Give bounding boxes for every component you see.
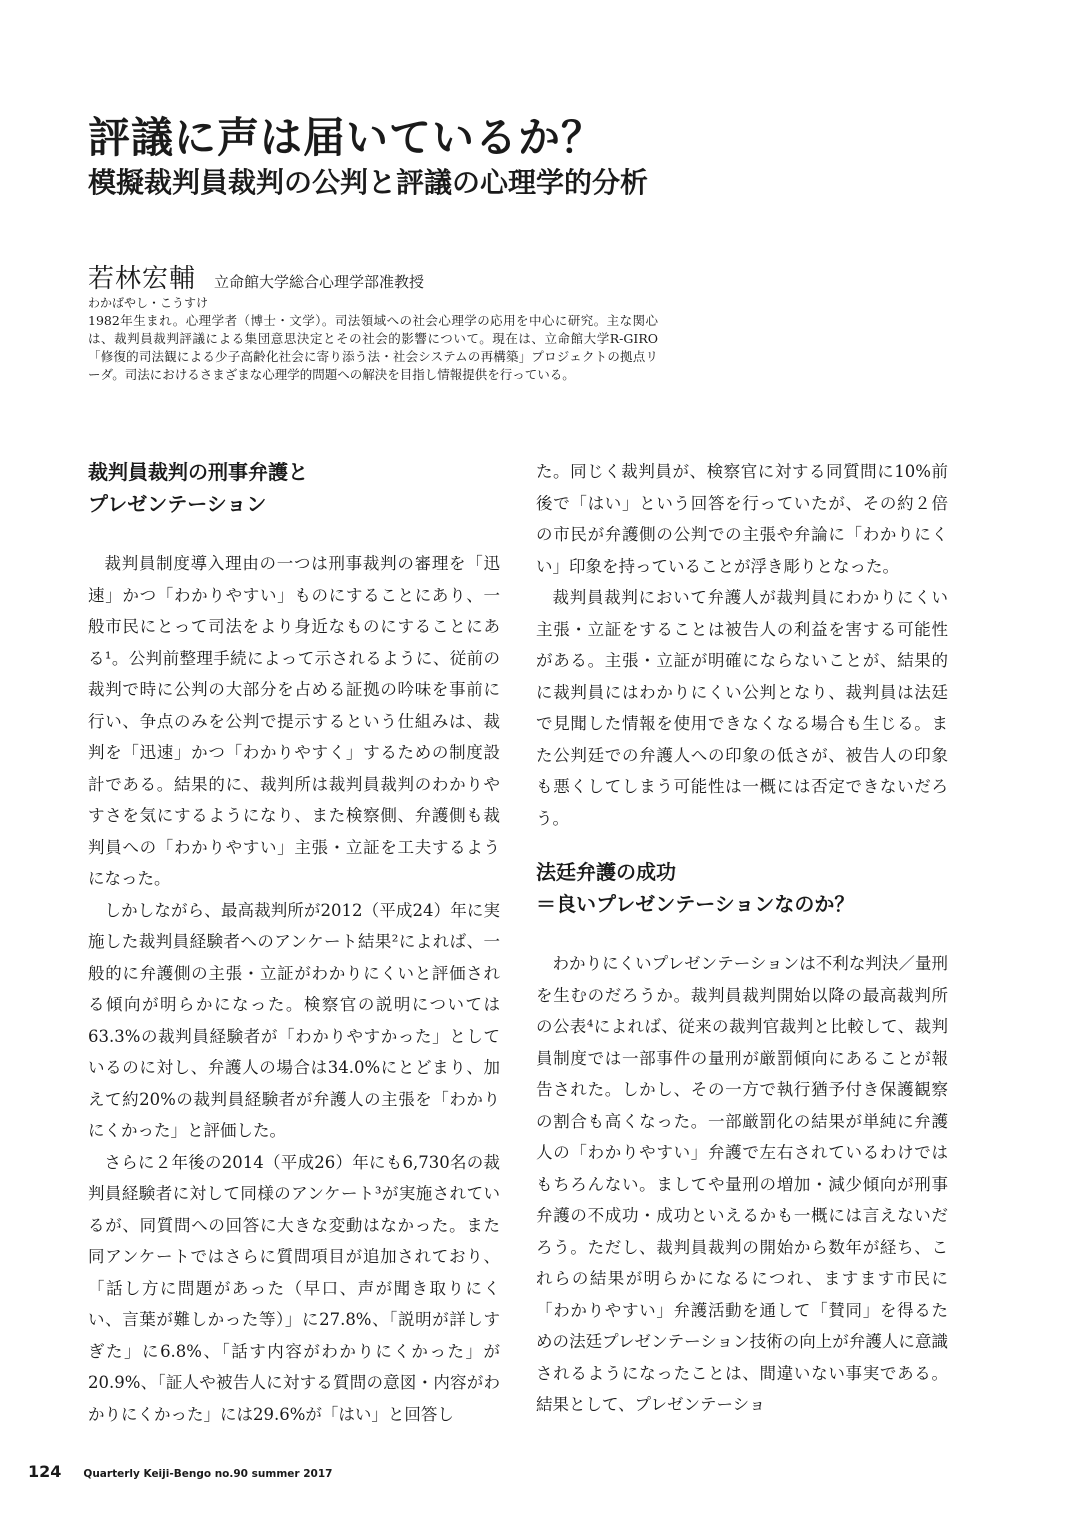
section1-paragraph-2: しかしながら、最高裁判所が2012（平成24）年に実施した裁判員経験者へのアンケート結果²によれば、一般的に弁護側の主張・立証がわかりにくいと評価される傾向が明らかになった。検察官の説明については63.3%の裁判員経験者が「わかりやすかった」としているのに対し、弁護人の場合は34.0%にとどまり、加えて約20%の裁判員経験者が弁護人の主張を「わかりにくかった」と評価した。: [88, 900, 500, 1140]
author-row: [88, 258, 788, 295]
section-heading-2: [536, 856, 948, 920]
section1-paragraph-3-continued: た。同じく裁判員が、検察官に対する同質問に10%前後で「はい」という回答を行っていたが、その約２倍の市民が弁護側の公判での主張や弁論に「わかりにくい」印象を持っていることが浮き彫りとなった。: [536, 462, 948, 576]
journal-name: Quarterly Keiji-Bengo no.90 summer 2017: [83, 1468, 333, 1480]
author-affiliation: 立命館大学総合心理学部准教授: [214, 273, 425, 291]
section1-paragraph-3: さらに２年後の2014（平成26）年にも6,730名の裁判員経験者に対して同様のアンケート³が実施されているが、同質問への回答に大きな変動はなかった。また同アンケートではさらに質問項目が追加されており、「話し方に問題があった（早口、声が聞き取りにくい、言葉が難しかった等）」に27.8%、「説明が詳しすぎた」に6.8%、「話す内容がわかりにくかった」が20.9%、「証人や被告人に対する質問の意図・内容がわかりにくかった」には29.6%が「はい」と回答し: [88, 1152, 500, 1424]
title-block: [88, 112, 988, 202]
author-kana: わかばやし・こうすけ: [88, 296, 209, 310]
section1-paragraph-4: 裁判員裁判において弁護人が裁判員にわかりにくい主張・立証をすることは被告人の利益を害する可能性がある。主張・立証が明確にならないことが、結果的に裁判員にはわかりにくい公判となり、裁判員は法廷で見聞した情報を使用できなくなる場合も生じる。また公判廷での弁護人への印象の低さが、被告人の印象も悪くしてしまう可能性は一概には否定できないだろう。: [536, 588, 948, 828]
section1-paragraph-1: 裁判員制度導入理由の一つは刑事裁判の審理を「迅速」かつ「わかりやすい」ものにすることにあり、一般市民にとって司法をより身近なものにすることにある¹。公判前整理手続によって示されるように、従前の裁判で時に公判の大部分を占める証拠の吟味を事前に行い、争点のみを公判で提示するという仕組みは、裁判を「迅速」かつ「わかりやすく」するための制度設計である。結果的に、裁判所は裁判員裁判のわかりやすさを気にするようになり、また検察側、弁護側も裁判員への「わかりやすい」主張・立証を工夫するようになった。: [88, 554, 500, 888]
column-left: [88, 456, 500, 1430]
section2-paragraph-1: わかりにくいプレゼンテーションは不利な判決／量刑を生むのだろうか。裁判員裁判開始以降の最高裁判所の公表⁴によれば、従来の裁判官裁判と比較して、裁判員制度では一部事件の量刑が厳罰傾向にあることが報告された。しかし、その一方で執行猶予付き保護観察の割合も高くなった。一部厳罰化の結果が単純に弁護人の「わかりやすい」弁護で左右されているわけではもちろんない。ましてや量刑の増加・減少傾向が刑事弁護の不成功・成功といえるかも一概には言えないだろう。ただし、裁判員裁判の開始から数年が経ち、これらの結果が明らかになるにつれ、ますます市民に「わかりやすい」弁護活動を通して「賛同」を得るための法廷プレゼンテーション技術の向上が弁護人に意識されるようになったことは、間違いない事実である。結果として、プレゼンテーショ: [536, 954, 948, 1414]
section-heading-1-line2: プレゼンテーション: [88, 492, 267, 516]
column-right: [536, 456, 948, 1421]
author-name: 若林宏輔: [88, 264, 197, 294]
page-number: 124: [28, 1462, 62, 1481]
article-title: 評議に声は届いているか？: [88, 113, 605, 162]
section-heading-2-line2: ＝良いプレゼンテーションなのか？: [536, 892, 855, 916]
author-bio: 1982年生まれ。心理学者（博士・文学）。司法領域への社会心理学の応用を中心に研究。主な関心は、裁判員裁判評議による集団意思決定とその社会的影響について。現在は、立命館大学R-GIRO「修復的司法観による少子高齢化社会に寄り添う法・社会システムの再構築」プロジェクトの拠点リーダ。司法におけるさまざまな心理学的問題への解決を目指し情報提供を行っている。: [88, 313, 658, 382]
section-heading-1: [88, 456, 500, 520]
section-heading-2-line1: 法廷弁護の成功: [536, 860, 676, 884]
article-subtitle: 模擬裁判員裁判の公判と評議の心理学的分析: [88, 166, 649, 199]
section-heading-1-line1: 裁判員裁判の刑事弁護と: [88, 460, 308, 484]
page-footer: [28, 1462, 332, 1481]
